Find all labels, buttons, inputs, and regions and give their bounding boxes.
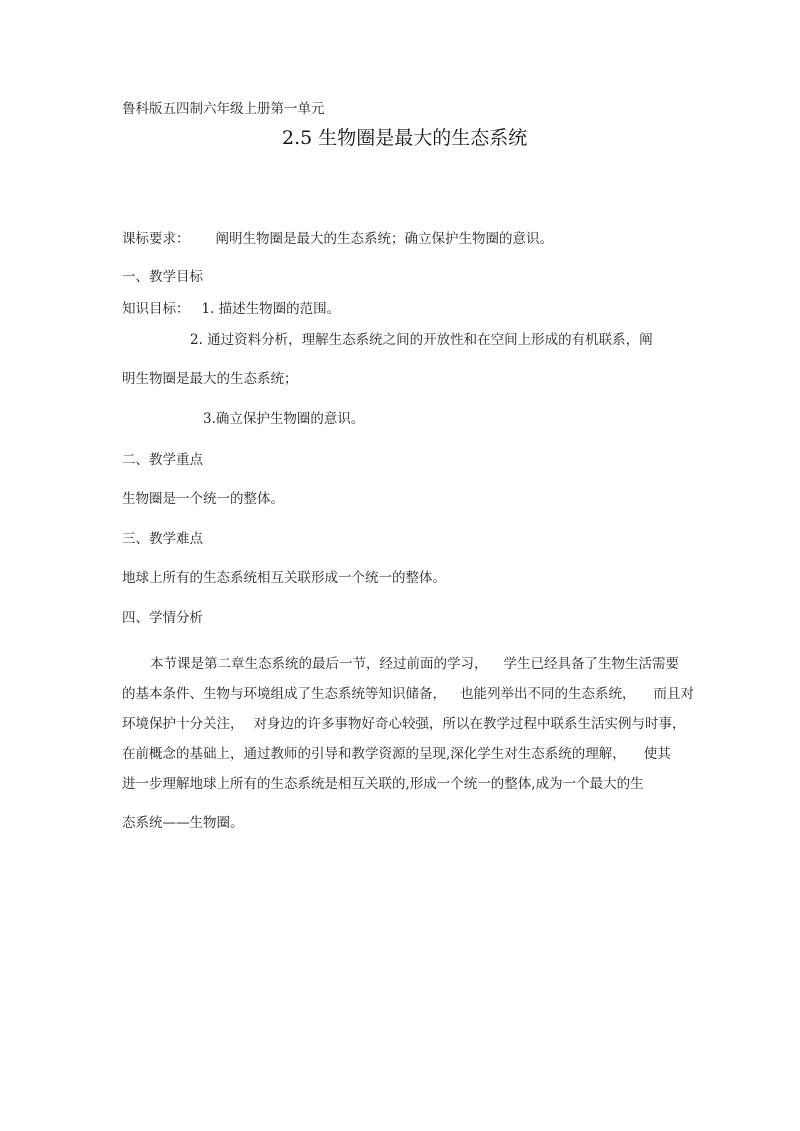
page-title: 2.5 生物圈是最大的生态系统 bbox=[282, 127, 528, 149]
standards-label: 课标要求： bbox=[122, 231, 190, 247]
standards-text: 阐明生物圈是最大的生态系统；确立保护生物圈的意识。 bbox=[215, 231, 553, 247]
analysis-segment: 的基本条件、生物与环境组成了生态系统等知识储备， bbox=[122, 686, 446, 702]
standards-line bbox=[122, 230, 553, 248]
objective-item-2-line-1: 2. 通过资料分析，理解生态系统之间的开放性和在空间上形成的有机联系，阐 bbox=[190, 332, 653, 348]
analysis-segment: 也能列举出不同的生态系统， bbox=[460, 686, 636, 702]
series-label: 鲁科版五四制六年级上册第一单元 bbox=[122, 101, 325, 117]
objective-item-1: 1. 描述生物圈的范围。 bbox=[201, 301, 341, 317]
analysis-segment: 环境保护十分关注， bbox=[122, 716, 244, 732]
analysis-line-4 bbox=[122, 745, 671, 763]
objectives-label: 知识目标： bbox=[122, 301, 190, 317]
key-points-text: 生物圈是一个统一的整体。 bbox=[122, 491, 284, 507]
analysis-line-1 bbox=[150, 655, 679, 673]
analysis-segment: 本节课是第二章生态系统的最后一节，经过前面的学习， bbox=[150, 656, 488, 672]
analysis-heading: 四、学情分析 bbox=[122, 610, 203, 626]
analysis-segment: 在前概念的基础上，通过教师的引导和教学资源的呈现,深化学生对生态系统的理解， bbox=[122, 746, 626, 762]
analysis-segment: 对身边的许多事物好奇心较强，所以在教学过程中联系生活实例与时事， bbox=[253, 716, 686, 732]
difficulties-text: 地球上所有的生态系统相互关联形成一个统一的整体。 bbox=[122, 570, 446, 586]
analysis-line-5: 进一步理解地球上所有的生态系统是相互关联的,形成一个统一的整体,成为一个最大的生 bbox=[122, 776, 644, 792]
analysis-line-3 bbox=[122, 715, 686, 733]
analysis-segment: 使其 bbox=[643, 746, 671, 762]
key-points-heading: 二、教学重点 bbox=[122, 452, 203, 468]
objectives-line-1 bbox=[122, 300, 340, 318]
analysis-line-2 bbox=[122, 685, 694, 703]
objective-item-2-line-2: 明生物圈是最大的生态系统； bbox=[122, 371, 298, 387]
analysis-segment: 而且对 bbox=[653, 686, 694, 702]
objective-item-3: 3.确立保护生物圈的意识。 bbox=[203, 411, 365, 427]
analysis-line-6: 态系统——生物圈。 bbox=[122, 815, 244, 831]
objectives-heading: 一、教学目标 bbox=[122, 269, 203, 285]
difficulties-heading: 三、教学难点 bbox=[122, 531, 203, 547]
analysis-segment: 学生已经具备了生物生活需要 bbox=[503, 656, 679, 672]
